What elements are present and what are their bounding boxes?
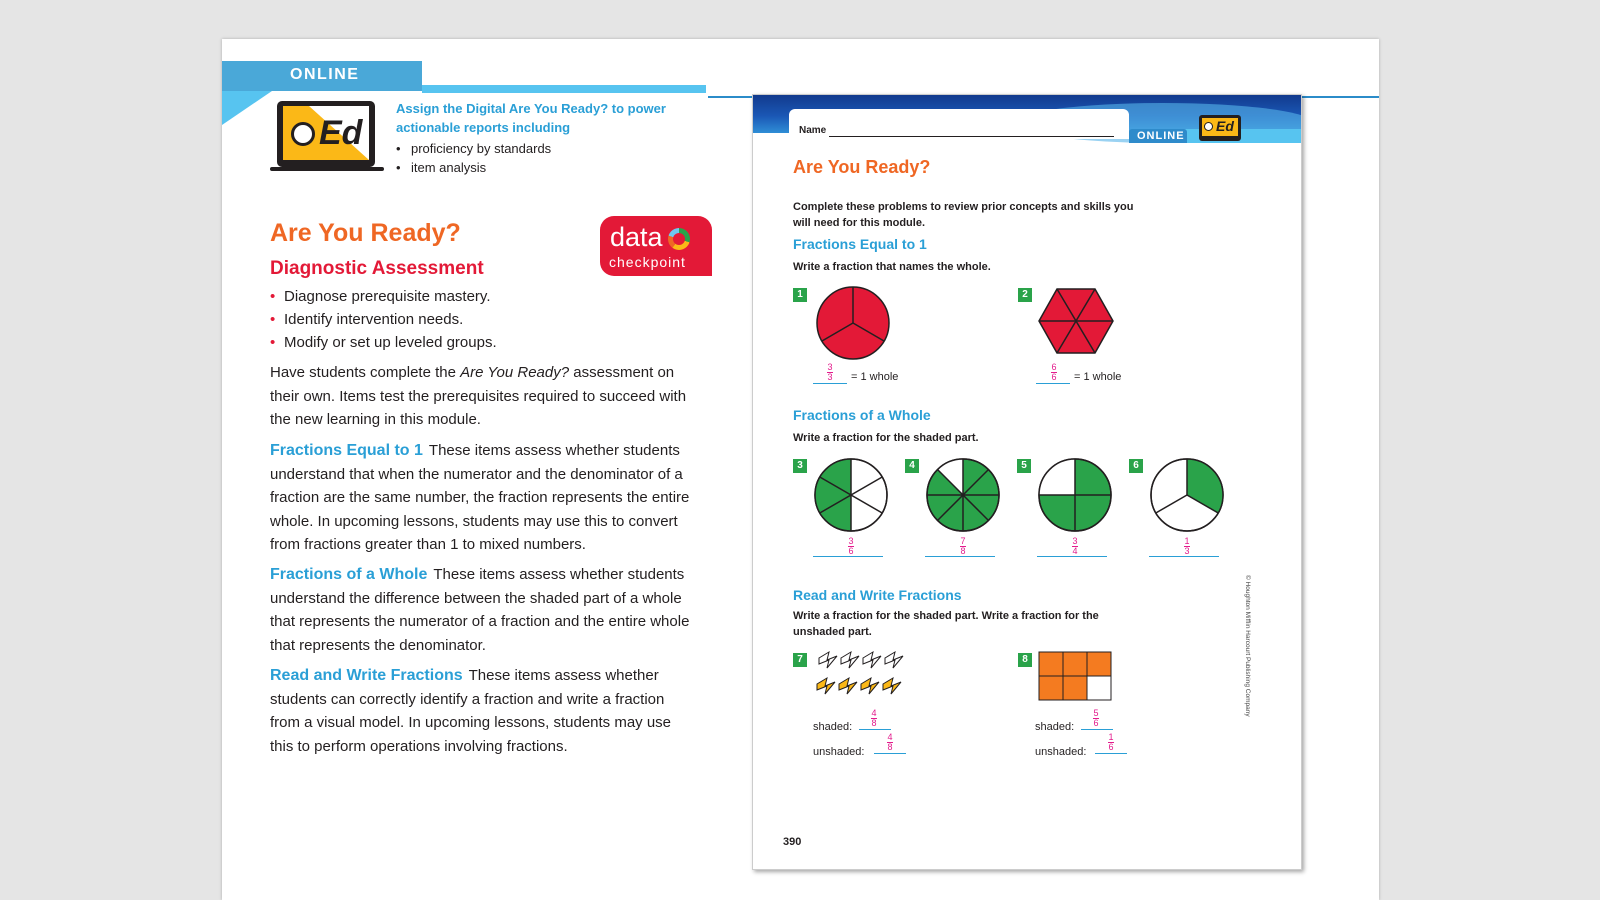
shaded-label: shaded: xyxy=(813,721,853,733)
list-item: • Identify intervention needs. xyxy=(270,308,497,331)
badge-text: checkpoint xyxy=(609,254,686,270)
circle-eighths xyxy=(925,457,1001,533)
instruction: Write a fraction for the shaded part. Write a fraction for the unshaded part. xyxy=(793,610,1099,638)
item-number: 8 xyxy=(1018,653,1032,667)
circle-thirds xyxy=(813,283,893,363)
answer-fraction: 3 4 xyxy=(1072,536,1078,556)
section-subtitle: Diagnostic Assessment xyxy=(270,258,484,279)
page-number: 390 xyxy=(783,836,802,848)
circle-fourths xyxy=(1037,457,1113,533)
equals-whole: = 1 whole xyxy=(1074,371,1122,383)
student-page xyxy=(752,94,1302,870)
grid-sixths xyxy=(1038,651,1112,701)
decor-triangle xyxy=(222,91,272,125)
answer-fraction: 7 8 xyxy=(960,536,966,556)
smiley-icon xyxy=(291,122,315,146)
checkpoint-ring-icon xyxy=(668,228,690,250)
ed-laptop-icon: Ed xyxy=(1199,115,1241,141)
student-intro: Complete these problems to review prior concepts and skills you will need for this module. xyxy=(793,201,1134,229)
copyright: © Houghton Mifflin Harcourt Publishing Company xyxy=(1244,575,1251,717)
answer-fraction: 5 6 xyxy=(1093,708,1099,728)
intro-paragraph: Have students complete the Are You Ready? assessment on their own. Items test the prerequisites required to succeed with the new learning in this module. xyxy=(270,364,687,428)
ed-laptop-icon xyxy=(270,101,384,173)
list-item: • proficiency by standards xyxy=(396,139,551,158)
online-label: ONLINE xyxy=(290,66,360,83)
section-heading: Fractions Equal to 1 xyxy=(793,236,927,252)
section-fractions-equal: Fractions Equal to 1 These items assess whether students understand that when the numerator and the denominator of a fraction are the same number, the fraction represents the entire whole. In upcoming lessons, students may use this to convert from fractions greater than 1 to mixed numbers. xyxy=(270,442,690,553)
shaded-label: shaded: xyxy=(1035,721,1075,733)
badge-text: data xyxy=(610,222,663,252)
assign-text: Assign the Digital Are You Ready? to power actionable reports including xyxy=(396,101,666,135)
decor-line xyxy=(708,96,758,98)
section-heading: Read and Write Fractions xyxy=(270,667,463,684)
item-number: 5 xyxy=(1017,459,1031,473)
name-field xyxy=(789,109,1129,139)
answer-fraction: 1 3 xyxy=(1184,536,1190,556)
lightning-bolts-icon xyxy=(815,650,915,706)
ed-bullets xyxy=(396,139,551,177)
section-fractions-whole: Fractions of a Whole These items assess whether students understand the difference between the shaded part of a whole that represents the numerator of a fraction and the entire whole that represents the denominator. xyxy=(270,566,690,654)
page-title: Are You Ready? xyxy=(270,219,461,247)
section-heading: Fractions Equal to 1 xyxy=(270,442,423,459)
unshaded-label: unshaded: xyxy=(1035,746,1087,758)
list-item: • Modify or set up leveled groups. xyxy=(270,331,497,354)
section-read-write: Read and Write Fractions These items assess whether students can correctly identify a fraction and write a fraction from a visual model. In upcoming lessons, students may use this to perform operations involving fractions. xyxy=(270,667,672,755)
item-number: 6 xyxy=(1129,459,1143,473)
list-item: • item analysis xyxy=(396,158,551,177)
section-heading: Fractions of a Whole xyxy=(270,566,428,583)
item-number: 4 xyxy=(905,459,919,473)
section-heading: Read and Write Fractions xyxy=(793,587,962,603)
online-label: ONLINE xyxy=(1137,130,1185,142)
answer-fraction: 4 8 xyxy=(871,708,877,728)
online-tab xyxy=(222,61,422,91)
answer-fraction: 1 6 xyxy=(1108,732,1114,752)
name-label: Name xyxy=(799,125,827,136)
decor-strip xyxy=(422,85,706,93)
answer-fraction: 4 8 xyxy=(887,732,893,752)
list-item: • Diagnose prerequisite mastery. xyxy=(270,285,497,308)
ed-logo-text: Ed xyxy=(319,114,363,152)
item-number: 3 xyxy=(793,459,807,473)
answer-fraction: 3 6 xyxy=(848,536,854,556)
answer-fraction: 3 3 xyxy=(827,362,833,382)
hexagon-sixths xyxy=(1036,285,1116,357)
student-title: Are You Ready? xyxy=(793,157,931,177)
data-checkpoint-badge xyxy=(600,216,712,276)
equals-whole: = 1 whole xyxy=(851,371,899,383)
item-number: 1 xyxy=(793,288,807,302)
answer-fraction: 6 6 xyxy=(1051,362,1057,382)
circle-sixths xyxy=(813,457,889,533)
item-number: 2 xyxy=(1018,288,1032,302)
book-spread xyxy=(222,39,1379,900)
diagnostic-list xyxy=(270,285,497,354)
item-number: 7 xyxy=(793,653,807,667)
circle-thirds-shaded xyxy=(1149,457,1225,533)
section-heading: Fractions of a Whole xyxy=(793,407,931,423)
instruction: Write a fraction that names the whole. xyxy=(793,261,991,273)
unshaded-label: unshaded: xyxy=(813,746,865,758)
instruction: Write a fraction for the shaded part. xyxy=(793,432,979,444)
